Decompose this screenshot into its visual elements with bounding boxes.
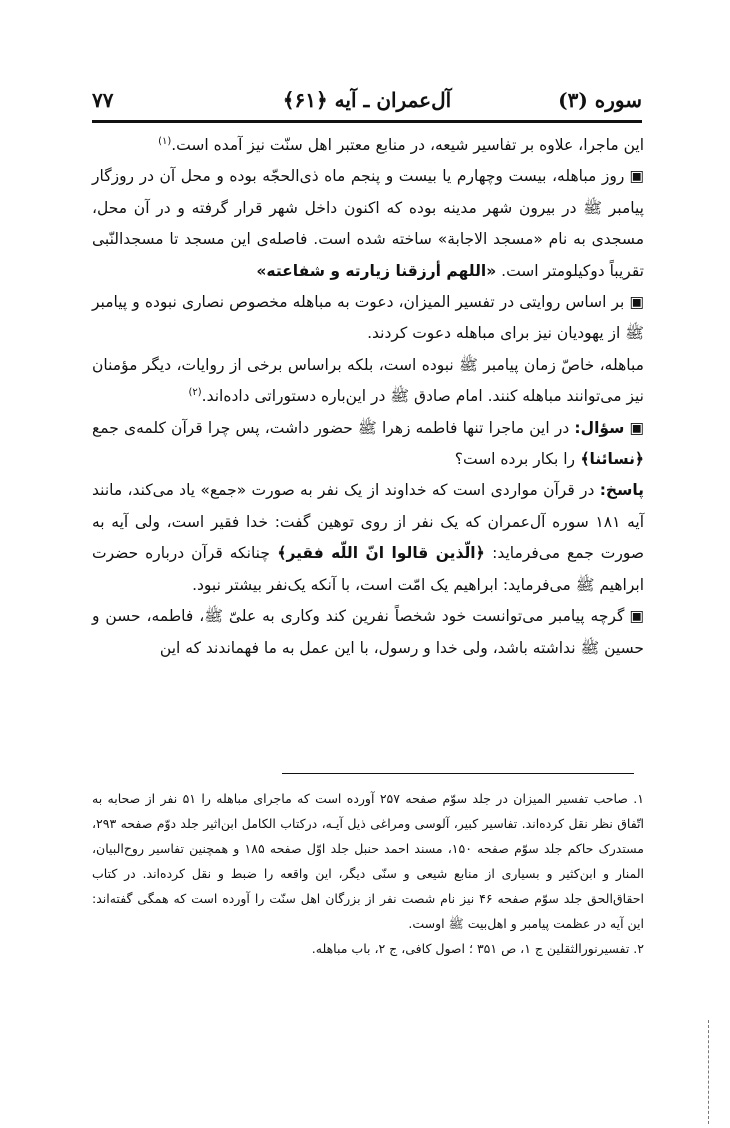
paragraph-question <box>92 413 644 476</box>
prayer-quote: «اللهم أرزقنا زیارته و شفاعته» <box>256 261 497 280</box>
footnote-rule <box>282 773 634 774</box>
question-text-a: در این ماجرا تنها فاطمه زهرا ﷺ حضور داشت، پس چرا قرآن کلمه‌ی جمع <box>92 418 575 437</box>
quran-word: ﴿نسائنا﴾ <box>575 450 644 469</box>
paragraph-7 <box>92 601 644 664</box>
header-title: آل‌عمران ـ آیه ﴿۶۱﴾ <box>282 88 452 112</box>
footnote-1: ۱. صاحب تفسیر المیزان در جلد سوّم صفحه ۲۵۷ آورده است که ماجرای مباهله را ۵۱ نفر از صحابه به اتّفاق نظر نقل کرده‌اند. تفاسیر کبیر، آلوسی ومراغی ذیل آیـه، درکتاب الکامل ابن‌اثیر جلد دوّم صفحه ۲۹۳، مستدرک حاکم جلد سوّم صفحه ۱۵۰، مسند احمد حنبل جلد اوّل صفحه ۱۸۵ و همچنین تفاسیر روح‌البیان، المنار و ابن‌کثیر و بسیاری از منابع شیعی و سنّی دیگر، این واقعه را ضبط و نقل کرده‌اند. در کتاب احقاق‌الحق جلد سوّم صفحه ۴۶ نیز نام شصت نفر از بزرگان اهل سنّت را آورده است که همگی گفته‌اند: این آیه در عظمت پیامبر و اهل‌بیت ﷺ اوست. <box>92 791 644 931</box>
paragraph-2 <box>92 161 644 287</box>
running-header <box>92 88 642 118</box>
footnotes <box>92 786 644 961</box>
footnote-ref-1: (۱) <box>158 135 172 147</box>
paragraph-1-text: این ماجرا، علاوه بر تفاسیر شیعه، در منابع معتبر اهل سنّت نیز آمده است. <box>171 136 644 154</box>
header-rule <box>92 120 642 123</box>
footnote-ref-2: (۲) <box>188 387 202 399</box>
scan-margin-marks <box>708 1020 711 1124</box>
sura-label: سوره (۳) <box>558 88 642 112</box>
question-label: سؤال: <box>574 418 625 437</box>
quran-verse: ﴿الّذین قالوا انّ اللّه فقیر﴾ <box>269 544 493 563</box>
paragraph-answer <box>92 475 644 601</box>
answer-label: پاسخ: <box>599 481 644 500</box>
paragraph-4 <box>92 350 644 413</box>
answer-text-a: در قرآن مواردی است که خداوند از یک نفر به صورت «جمع» یاد می‌کند، مانند آیه ۱۸۱ سوره آل‌عمران که یک نفر از روی توهین گفت: خدا فقیر است، ولی آیه به صورت جمع می‌فرماید: <box>92 481 645 563</box>
paragraph-2-text: روز مباهله، بیست وچهارم یا بیست و پنجم ماه ذی‌الحجّه بوده و محل آن در روزگار پیامبر ﷺ در بیرون شهر مدینه بوده که اکنون داخل شهر قرار گرفته و در آن محل، مسجدی به نام «مسجد الاجابة» ساخته شده است. فاصله‌ی این مسجد تا مسجدالنّبی تقریباً دوکیلومتر است. <box>92 167 644 280</box>
paragraph-7-text: گرچه پیامبر می‌توانست خود شخصاً نفرین کند وکاری به علیّ ﷺ، فاطمه، حسن و حسین ﷺ نداشته باشد، ولی خدا و رسول، با این عمل به ما فهماندند که این <box>92 607 644 657</box>
question-text-b: را بکار برده است؟ <box>454 450 576 469</box>
paragraph-1 <box>92 130 644 161</box>
body-text <box>92 130 644 664</box>
paragraph-4-text: مباهله، خاصّ زمان پیامبر ﷺ نبوده است، بلکه براساس برخی از روایات، دیگر مؤمنان نیز می‌توانند مباهله کنند. امام صادق ﷺ در این‌باره دستوراتی داده‌اند. <box>92 355 644 406</box>
paragraph-3 <box>92 287 644 350</box>
answer-text-b: چنانکه قرآن درباره حضرت ابراهیم ﷺ می‌فرماید: ابراهیم یک امّت است، با آنکه یک‌نفر بیشتر نبود. <box>92 544 644 594</box>
paragraph-3-text: بر اساس روایتی در تفسیر المیزان، دعوت به مباهله مخصوص نصاری نبوده و پیامبر ﷺ از یهودیان نیز برای مباهله دعوت کردند. <box>92 293 644 343</box>
page-number: ۷۷ <box>92 88 114 112</box>
footnote-2: ۲. تفسیرنورالثقلین ج ۱، ص ۳۵۱ ؛ اصول کافی، ج ۲، باب مباهله. <box>311 941 644 956</box>
